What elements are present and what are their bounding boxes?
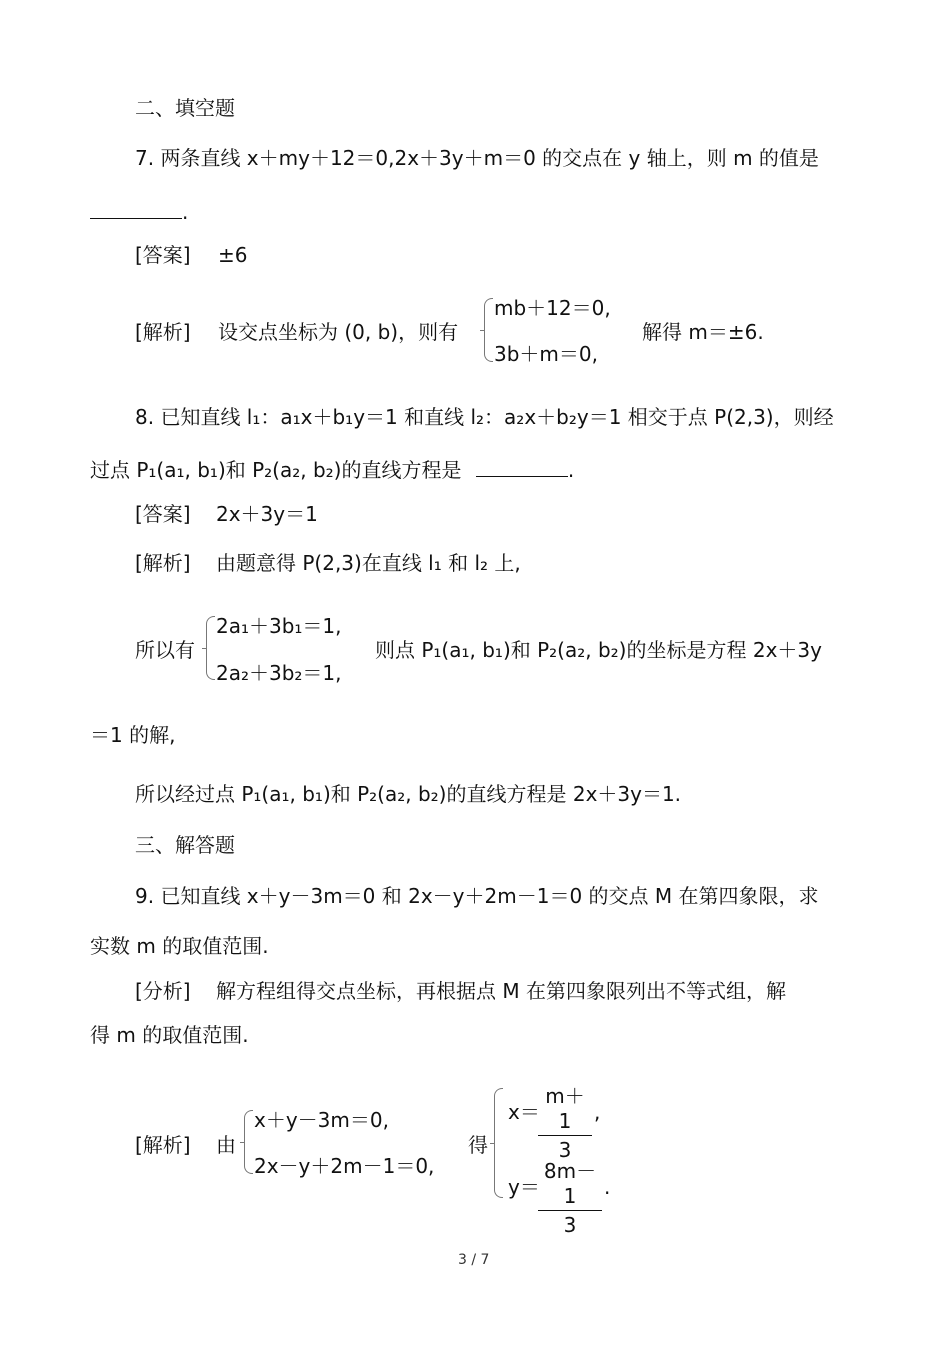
q8-line-continuation: ＝1 的解, bbox=[90, 723, 176, 747]
q7-system-eq1: mb＋12＝0, bbox=[494, 296, 611, 320]
q8-answer-label: [答案] bbox=[135, 502, 191, 526]
q8-then-text: 则点 P₁(a₁, b₁)和 P₂(a₂, b₂)的坐标是方程 2x＋3y bbox=[375, 638, 822, 662]
q9-solution-label: [解析] bbox=[135, 1133, 191, 1157]
q9-analysis-line1: 解方程组得交点坐标，再根据点 M 在第四象限列出不等式组，解 bbox=[216, 979, 786, 1003]
page-number: 3 / 7 bbox=[458, 1252, 490, 1268]
q7-system-brace bbox=[484, 298, 493, 362]
q9-by: 由 bbox=[216, 1133, 236, 1157]
q8-analysis-label: [解析] bbox=[135, 551, 191, 575]
q8-period: . bbox=[567, 458, 575, 482]
q7-system-eq2: 3b＋m＝0, bbox=[494, 342, 598, 366]
q9-system-brace bbox=[244, 1110, 253, 1174]
q8-system-brace bbox=[206, 616, 215, 680]
q8-stem-text: 过点 P₁(a₁, b₁)和 P₂(a₂, b₂)的直线方程是 bbox=[90, 458, 462, 482]
q8-system-eq2: 2a₂＋3b₂＝1, bbox=[216, 661, 342, 685]
q9-y-fraction bbox=[538, 1155, 602, 1237]
fraction-denominator: 3 bbox=[563, 1213, 577, 1237]
q9-stem-line2: 实数 m 的取值范围. bbox=[90, 934, 269, 958]
q7-analysis-label: [解析] bbox=[135, 320, 191, 344]
q7-analysis-text: 设交点坐标为 (0, b)，则有 bbox=[218, 320, 459, 344]
q9-get: 得 bbox=[468, 1133, 488, 1157]
q9-y-period: . bbox=[604, 1175, 611, 1199]
fraction-denominator: 3 bbox=[558, 1138, 572, 1162]
q7-period: . bbox=[182, 200, 189, 224]
q7-answer-value: ±6 bbox=[218, 243, 248, 267]
q9-system-eq1: x＋y－3m＝0, bbox=[254, 1108, 389, 1132]
q9-analysis-line2: 得 m 的取值范围. bbox=[90, 1023, 249, 1047]
q8-system-eq1: 2a₁＋3b₁＝1, bbox=[216, 614, 342, 638]
q9-result-brace bbox=[494, 1088, 503, 1198]
q7-stem-line2 bbox=[90, 200, 188, 224]
q8-so-have: 所以有 bbox=[135, 638, 195, 662]
q9-system-eq2: 2x－y＋2m－1＝0, bbox=[254, 1154, 435, 1178]
q8-analysis-text: 由题意得 P(2,3)在直线 l₁ 和 l₂ 上, bbox=[216, 551, 521, 575]
q7-stem-line1: 7. 两条直线 x＋my＋12＝0,2x＋3y＋m＝0 的交点在 y 轴上，则 m 的值是 bbox=[135, 146, 819, 170]
fraction-numerator: 8m－1 bbox=[538, 1155, 602, 1211]
answer-blank bbox=[476, 458, 568, 477]
q8-stem-line1: 8. 已知直线 l₁：a₁x＋b₁y＝1 和直线 l₂：a₂x＋b₂y＝1 相交于点 P(2,3)，则经 bbox=[135, 405, 834, 429]
q9-y-lhs: y＝ bbox=[508, 1175, 540, 1199]
answer-blank bbox=[90, 200, 182, 219]
fraction-numerator: m＋1 bbox=[538, 1080, 592, 1136]
q9-x-lhs: x＝ bbox=[508, 1100, 540, 1124]
q9-x-fraction bbox=[538, 1080, 592, 1162]
q8-stem-line2 bbox=[90, 458, 574, 482]
q8-conclusion: 所以经过点 P₁(a₁, b₁)和 P₂(a₂, b₂)的直线方程是 2x＋3y＝1. bbox=[135, 782, 682, 806]
q8-answer-value: 2x＋3y＝1 bbox=[216, 502, 318, 526]
section-heading-solve: 三、解答题 bbox=[135, 833, 235, 857]
section-heading-fill-blank: 二、填空题 bbox=[135, 96, 235, 120]
q9-x-comma: , bbox=[594, 1100, 601, 1124]
q7-analysis-result: 解得 m＝±6. bbox=[642, 320, 764, 344]
q9-analysis-label: [分析] bbox=[135, 979, 191, 1003]
q7-answer-label: [答案] bbox=[135, 243, 191, 267]
q9-stem-line1: 9. 已知直线 x＋y－3m＝0 和 2x－y＋2m－1＝0 的交点 M 在第四象限，求 bbox=[135, 884, 819, 908]
